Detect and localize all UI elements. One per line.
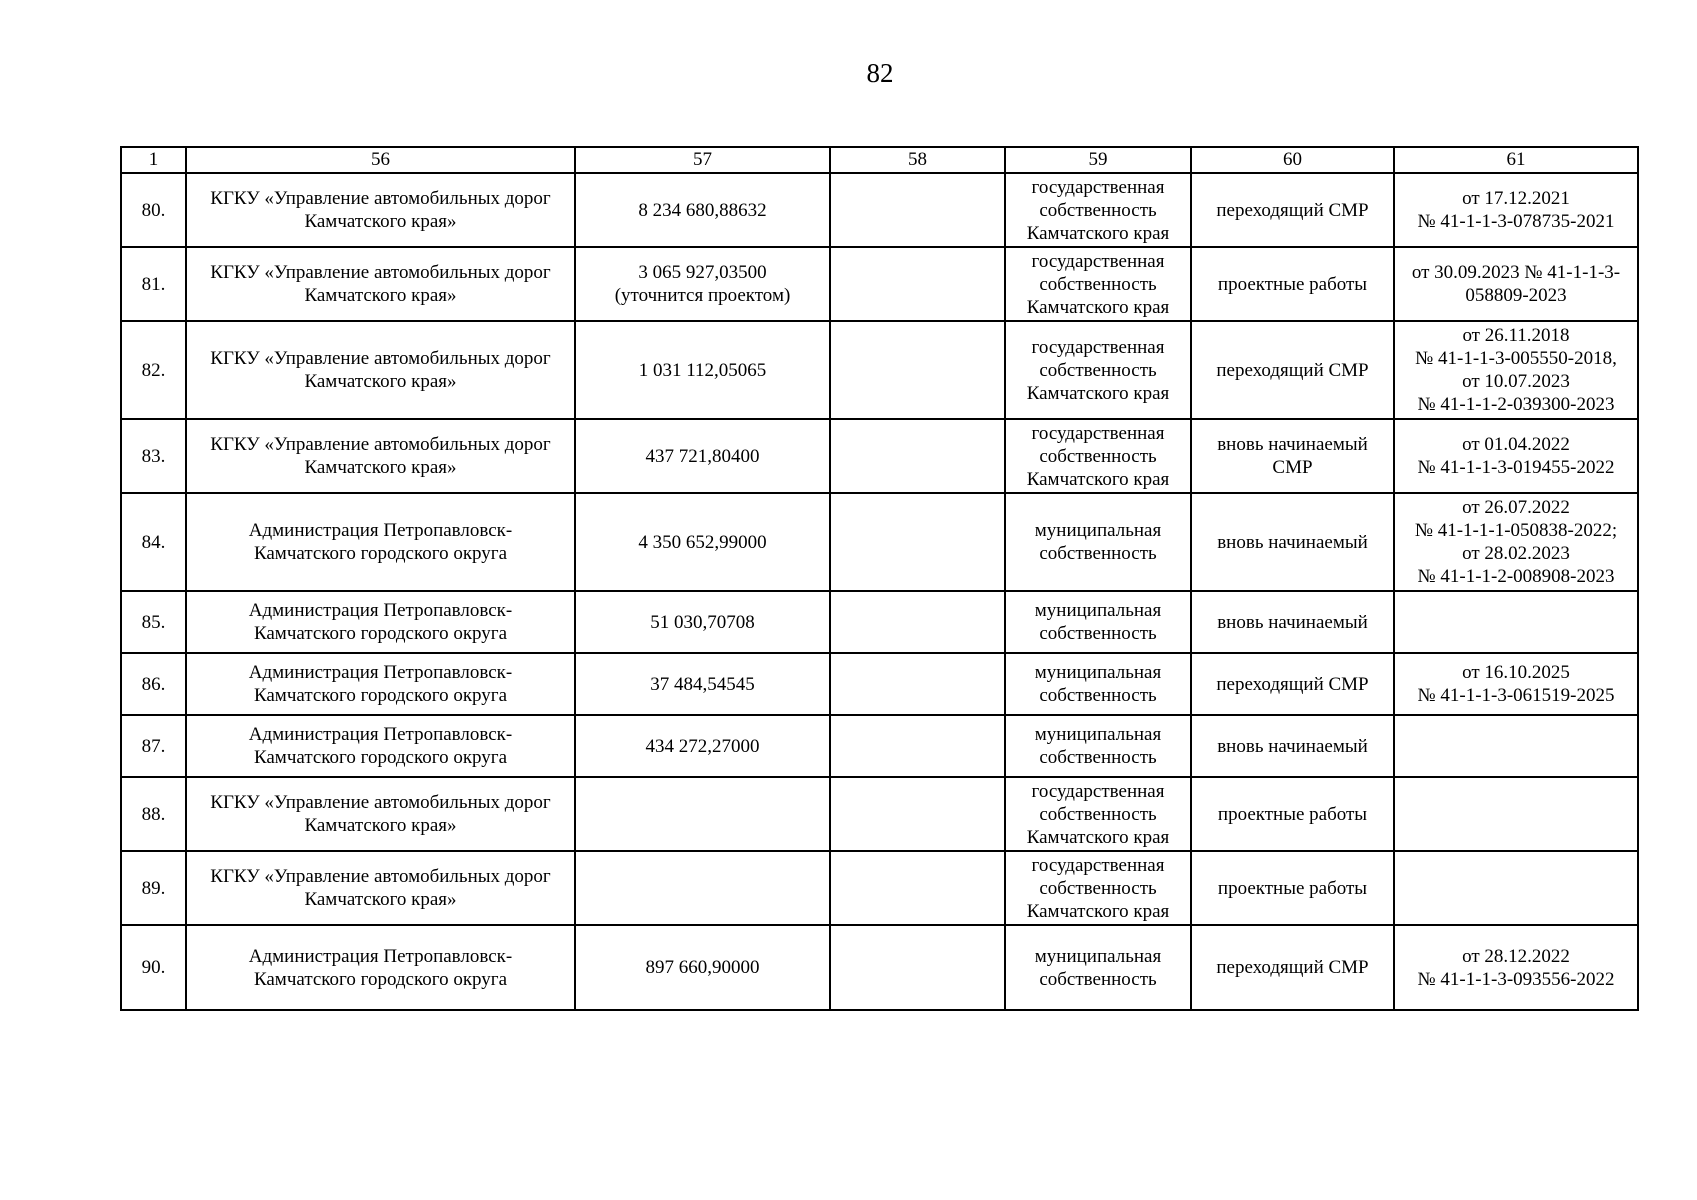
text-line: собственность xyxy=(1039,445,1157,467)
cost-cell xyxy=(575,321,830,419)
ownership-cell xyxy=(1005,777,1191,851)
text-line: 434 272,27000 xyxy=(645,735,760,757)
page-number: 82 xyxy=(866,58,894,88)
text-line: муниципальная xyxy=(1034,724,1162,745)
ownership-cell xyxy=(1005,715,1191,777)
text-line: собственность xyxy=(1039,199,1157,221)
text-line: Камчатского городского округа xyxy=(253,685,508,706)
ownership-cell xyxy=(1005,419,1191,493)
status-cell xyxy=(1191,247,1394,321)
row-number: 83. xyxy=(121,419,186,493)
cost-cell xyxy=(575,173,830,247)
expertise-cell xyxy=(1394,173,1638,247)
text-line: № 41-1-1-2-039300-2023 xyxy=(1417,394,1615,415)
text-line: собственность xyxy=(1039,359,1157,381)
row-number: 87. xyxy=(121,715,186,777)
text-line: 437 721,80400 xyxy=(645,445,760,467)
cost-cell xyxy=(575,715,830,777)
row-number: 88. xyxy=(121,777,186,851)
expertise-cell xyxy=(1394,851,1638,925)
text-line: собственность xyxy=(1039,623,1157,644)
text-line: 4 350 652,99000 xyxy=(638,531,767,553)
ownership-cell xyxy=(1005,173,1191,247)
ownership-cell xyxy=(1005,591,1191,653)
table-row xyxy=(121,247,1638,321)
table-row xyxy=(121,851,1638,925)
text-line: муниципальная xyxy=(1034,945,1162,967)
cost-cell xyxy=(575,591,830,653)
text-line: от 28.02.2023 xyxy=(1462,543,1570,564)
status-cell xyxy=(1191,321,1394,419)
text-line: собственность xyxy=(1039,968,1157,990)
text-line: Камчатского края xyxy=(1026,900,1170,922)
text-line: Камчатского городского округа xyxy=(253,543,508,564)
status-cell xyxy=(1191,173,1394,247)
empty-cell xyxy=(830,591,1005,653)
cost-cell xyxy=(575,925,830,1010)
text-line: КГКУ «Управление автомобильных дорог xyxy=(210,792,551,813)
text-line: от 30.09.2023 № 41-1-1-3- xyxy=(1411,262,1621,283)
table-row xyxy=(121,715,1638,777)
row-number: 90. xyxy=(121,925,186,1010)
text-line: собственность xyxy=(1039,747,1157,768)
empty-cell xyxy=(830,777,1005,851)
expertise-cell xyxy=(1394,715,1638,777)
text-line: собственность xyxy=(1039,543,1157,564)
text-line: Камчатского городского округа xyxy=(253,623,508,644)
text-line: проектные работы xyxy=(1217,273,1368,295)
cost-cell xyxy=(575,419,830,493)
status-cell xyxy=(1191,419,1394,493)
text-line: Камчатского края xyxy=(1026,468,1170,490)
customer-cell xyxy=(186,777,575,851)
text-line: Камчатского края» xyxy=(304,211,457,232)
text-line: № 41-1-1-2-008908-2023 xyxy=(1417,566,1615,587)
row-number: 84. xyxy=(121,493,186,591)
customer-cell xyxy=(186,715,575,777)
text-line: собственность xyxy=(1039,273,1157,295)
text-line: государственная xyxy=(1031,176,1165,198)
text-line: Камчатского края» xyxy=(304,457,457,478)
header-cell: 1 xyxy=(121,147,186,173)
text-line: государственная xyxy=(1031,854,1165,876)
text-line: от 26.07.2022 xyxy=(1462,497,1570,518)
text-line: государственная xyxy=(1031,780,1165,802)
row-number: 80. xyxy=(121,173,186,247)
text-line: переходящий СМР xyxy=(1216,673,1369,695)
text-line: 058809-2023 xyxy=(1465,285,1567,306)
table-row xyxy=(121,777,1638,851)
expertise-cell xyxy=(1394,321,1638,419)
text-line: 3 065 927,03500 xyxy=(638,262,767,283)
text-line: собственность xyxy=(1039,877,1157,899)
empty-cell xyxy=(830,493,1005,591)
expertise-cell xyxy=(1394,493,1638,591)
customer-cell xyxy=(186,653,575,715)
text-line: Администрация Петропавловск- xyxy=(248,724,513,745)
text-line: Камчатского края» xyxy=(304,285,457,306)
table-row xyxy=(121,653,1638,715)
text-line: Администрация Петропавловск- xyxy=(248,945,513,967)
header-cell: 57 xyxy=(575,147,830,173)
text-line: от 10.07.2023 xyxy=(1462,371,1570,392)
expertise-cell xyxy=(1394,925,1638,1010)
text-line: 8 234 680,88632 xyxy=(638,199,767,221)
row-number: 82. xyxy=(121,321,186,419)
text-line: вновь начинаемый xyxy=(1217,611,1368,633)
text-line: Камчатского края» xyxy=(304,889,457,910)
ownership-cell xyxy=(1005,851,1191,925)
text-line: собственность xyxy=(1039,803,1157,825)
text-line: Камчатского городского округа xyxy=(253,747,508,768)
header-cell: 61 xyxy=(1394,147,1638,173)
empty-cell xyxy=(830,925,1005,1010)
cost-cell xyxy=(575,493,830,591)
cost-cell xyxy=(575,247,830,321)
expertise-cell xyxy=(1394,247,1638,321)
expertise-cell xyxy=(1394,591,1638,653)
status-cell xyxy=(1191,653,1394,715)
status-cell xyxy=(1191,591,1394,653)
header-cell: 56 xyxy=(186,147,575,173)
text-line: Камчатского края» xyxy=(304,371,457,392)
text-line: № 41-1-1-1-050838-2022; xyxy=(1414,520,1618,541)
customer-cell xyxy=(186,851,575,925)
row-number: 81. xyxy=(121,247,186,321)
row-number: 89. xyxy=(121,851,186,925)
text-line: № 41-1-1-3-005550-2018, xyxy=(1415,348,1617,369)
expertise-cell xyxy=(1394,419,1638,493)
customer-cell xyxy=(186,591,575,653)
customer-cell xyxy=(186,247,575,321)
text-line: КГКУ «Управление автомобильных дорог xyxy=(210,188,551,209)
header-cell: 58 xyxy=(830,147,1005,173)
table-row xyxy=(121,321,1638,419)
customer-cell xyxy=(186,321,575,419)
cost-cell xyxy=(575,653,830,715)
text-line: государственная xyxy=(1031,422,1165,444)
text-line: проектные работы xyxy=(1217,877,1368,899)
text-line: вновь начинаемый xyxy=(1217,434,1368,455)
text-line: Камчатского края xyxy=(1026,382,1170,404)
text-line: 51 030,70708 xyxy=(650,611,755,633)
status-cell xyxy=(1191,493,1394,591)
text-line: КГКУ «Управление автомобильных дорог xyxy=(210,348,551,369)
text-line: 1 031 112,05065 xyxy=(638,359,767,381)
text-line: от 28.12.2022 xyxy=(1462,945,1570,967)
header-cell: 60 xyxy=(1191,147,1394,173)
text-line: собственность xyxy=(1039,685,1157,706)
customer-cell xyxy=(186,925,575,1010)
empty-cell xyxy=(830,173,1005,247)
table-row xyxy=(121,173,1638,247)
text-line: вновь начинаемый xyxy=(1217,531,1368,553)
text-line: КГКУ «Управление автомобильных дорог xyxy=(210,262,551,283)
text-line: Камчатского края xyxy=(1026,222,1170,244)
ownership-cell xyxy=(1005,321,1191,419)
text-line: муниципальная xyxy=(1034,600,1162,621)
text-line: от 26.11.2018 xyxy=(1462,325,1570,346)
row-number: 85. xyxy=(121,591,186,653)
text-line: Камчатского края» xyxy=(304,815,457,836)
text-line: от 17.12.2021 xyxy=(1462,188,1570,209)
customer-cell xyxy=(186,493,575,591)
text-line: Администрация Петропавловск- xyxy=(248,662,513,683)
text-line: от 01.04.2022 xyxy=(1462,434,1570,455)
empty-cell xyxy=(830,851,1005,925)
text-line: Камчатского края xyxy=(1026,296,1170,318)
expertise-cell xyxy=(1394,653,1638,715)
status-cell xyxy=(1191,777,1394,851)
text-line: КГКУ «Управление автомобильных дорог xyxy=(210,434,551,455)
ownership-cell xyxy=(1005,493,1191,591)
empty-cell xyxy=(830,653,1005,715)
text-line: государственная xyxy=(1031,336,1165,358)
row-number: 86. xyxy=(121,653,186,715)
empty-cell xyxy=(830,419,1005,493)
text-line: проектные работы xyxy=(1217,803,1368,825)
text-line: переходящий СМР xyxy=(1216,199,1369,221)
text-line: Камчатского края xyxy=(1026,826,1170,848)
table-row xyxy=(121,419,1638,493)
text-line: переходящий СМР xyxy=(1216,359,1369,381)
status-cell xyxy=(1191,851,1394,925)
text-line: № 41-1-1-3-078735-2021 xyxy=(1417,211,1615,232)
text-line: муниципальная xyxy=(1034,662,1162,683)
ownership-cell xyxy=(1005,653,1191,715)
customer-cell xyxy=(186,419,575,493)
header-row xyxy=(121,147,1638,173)
text-line: Администрация Петропавловск- xyxy=(248,600,513,621)
empty-cell xyxy=(830,247,1005,321)
text-line: муниципальная xyxy=(1034,520,1162,541)
text-line: государственная xyxy=(1031,250,1165,272)
text-line: СМР xyxy=(1272,457,1313,478)
ownership-cell xyxy=(1005,247,1191,321)
text-line: вновь начинаемый xyxy=(1217,735,1368,757)
cost-cell xyxy=(575,777,830,851)
text-line: № 41-1-1-3-093556-2022 xyxy=(1417,968,1615,990)
status-cell xyxy=(1191,925,1394,1010)
expertise-cell xyxy=(1394,777,1638,851)
text-line: 897 660,90000 xyxy=(645,957,760,978)
header-cell: 59 xyxy=(1005,147,1191,173)
table-row xyxy=(121,925,1638,1010)
text-line: переходящий СМР xyxy=(1216,957,1369,978)
text-line: Камчатского городского округа xyxy=(253,968,508,990)
empty-cell xyxy=(830,715,1005,777)
text-line: № 41-1-1-3-061519-2025 xyxy=(1417,685,1615,706)
table-row xyxy=(121,591,1638,653)
text-line: Администрация Петропавловск- xyxy=(248,520,513,541)
text-line: № 41-1-1-3-019455-2022 xyxy=(1417,457,1615,478)
customer-cell xyxy=(186,173,575,247)
table-row xyxy=(121,493,1638,591)
text-line: (уточнится проектом) xyxy=(614,285,791,306)
ownership-cell xyxy=(1005,925,1191,1010)
text-line: КГКУ «Управление автомобильных дорог xyxy=(210,866,551,887)
text-line: от 16.10.2025 xyxy=(1462,662,1570,683)
cost-cell xyxy=(575,851,830,925)
status-cell xyxy=(1191,715,1394,777)
text-line: 37 484,54545 xyxy=(650,673,755,695)
data-table xyxy=(120,146,1639,1011)
empty-cell xyxy=(830,321,1005,419)
